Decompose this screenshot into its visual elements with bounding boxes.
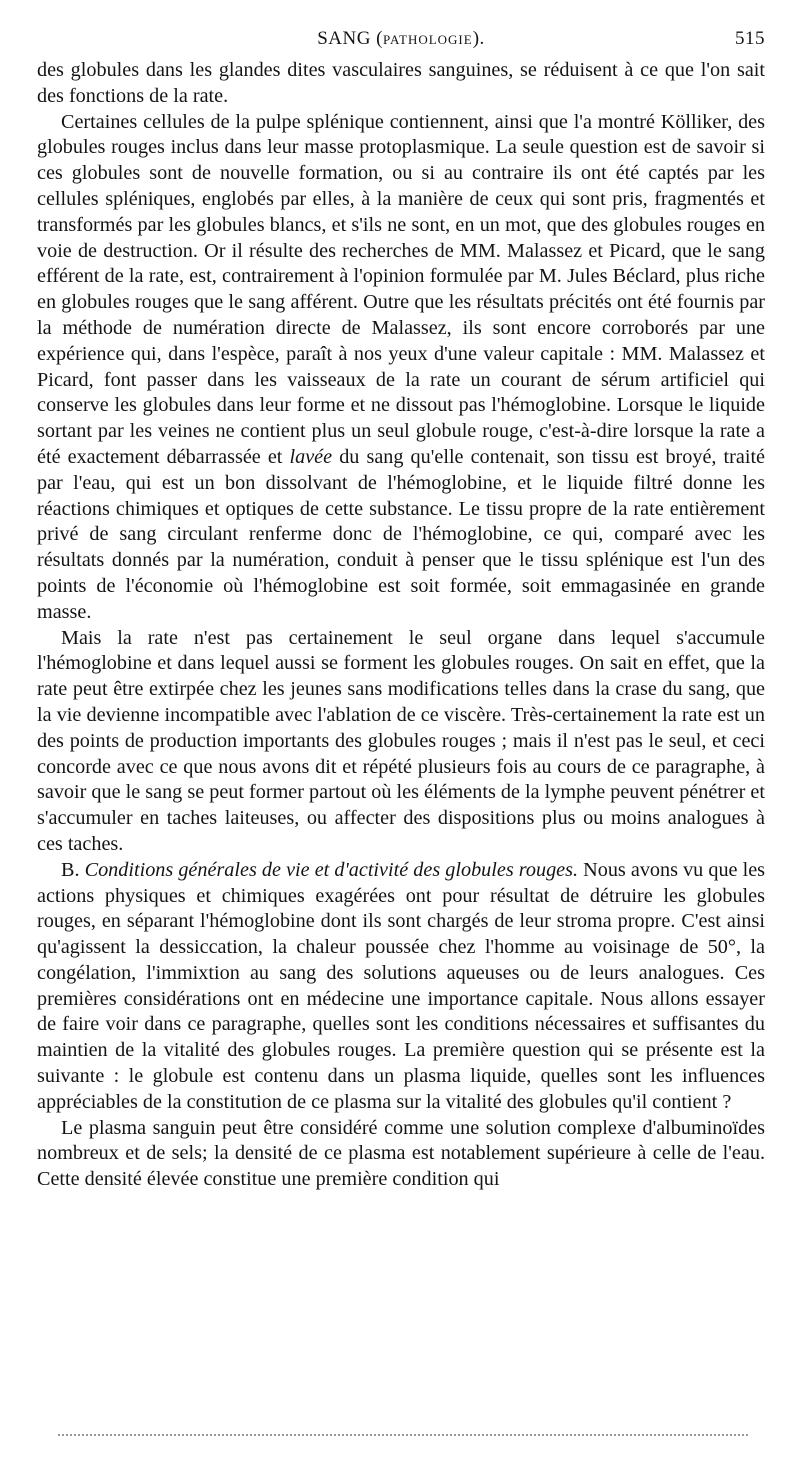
running-title — [37, 28, 765, 50]
paragraph-text: Le plasma sanguin peut être considéré comme une solution complexe d'albuminoïdes nombreux et de sels; la densité de ce plasma est notablement supérieure à celle de l'eau. Cette densité élevée constitue une première condition qui — [37, 1116, 765, 1191]
paragraph-text: Mais la rate n'est pas certainement le seul organe dans lequel s'accumule l'hémoglobine et dans lequel aussi se forment les globules rouges. On sait en effet, que la rate peut être extirpée chez les jeunes sans modifications telles dans la crase du sang, que la vie devienne incompatible avec l'ablation de ce viscère. Très-certainement la rate est un des points de production importants des globules rouges ; mais il n'est pas le seul, et ceci concorde avec ce que nous avons dit et répété plusieurs fois au cours de ce paragraphe, à savoir que le sang se peut former partout où les éléments de la lymphe peuvent pénétrer et s'accumuler en taches laiteuses, ou affecter des dispositions plus ou moins analogues à ces taches. — [37, 626, 765, 855]
running-head — [37, 28, 765, 58]
paragraph-text: des globules dans les glandes dites vasculaires sanguines, se réduisent à ce que l'on sait des fonctions de la rate. — [37, 59, 765, 107]
paragraph-text: du sang qu'elle contenait, son tissu est broyé, traité par l'eau, qui est un bon dissolvant de l'hémoglobine, et le liquide filtré donne les réactions chimiques et optiques de cette substance. Le tissu propre de la rate entièrement privé de sang circulant renferme donc de l'hémoglobine, ce qui, comparé avec les résultats donnés par la numération, conduit à penser que le tissu splénique est l'un des points de l'économie où l'hémoglobine est soit formée, soit emmagasinée en grande masse. — [37, 445, 766, 623]
section-heading: Conditions générales de vie et d'activité des globules rouges. — [84, 858, 579, 881]
section-label: B. — [61, 858, 80, 881]
paragraph-text: Nous avons vu que les actions physiques et chimiques exagérées ont pour résultat de détruire les globules rouges, en séparant l'hémoglobine dont ils sont chargés de leur stroma propre. C'est ainsi qu'agissent la dessiccation, la chaleur poussée chez l'homme au voisinage de 50°, la congélation, l'immixtion au sang des solutions aqueuses ou de leurs analogues. Ces premières considérations ont en médecine une importance capitale. Nous allons essayer de faire voir dans ce paragraphe, quelles sont les conditions nécessaires et suffisantes du maintien de la vitalité des globules rouges. La première question qui se présente est la suivante : le globule est contenu dans un plasma liquide, quelles sont les influences appréciables de la constitution de ce plasma sur la vitalité des globules qu'il contient ? — [37, 858, 766, 1113]
document-page — [37, 28, 765, 1193]
running-title-main: SANG ( — [317, 28, 384, 49]
page-number: 515 — [735, 28, 765, 49]
running-title-end: ). — [472, 28, 485, 49]
running-title-subject: PATHOLOGIE — [383, 32, 473, 47]
paragraph-plasma — [37, 1116, 765, 1193]
paragraph-spleen-cells — [37, 110, 765, 626]
paragraph-text: Certaines cellules de la pulpe splénique contiennent, ainsi que l'a montré Kölliker, des globules rouges inclus dans leur masse protoplasmique. La seule question est de savoir si ces globules sont de nouvelle formation, ou si au contraire ils ont été captés par les cellules spléniques, englobés par elles, à la manière de ceux qui sont pris, fragmentés et transformés par les globules blancs, et s'ils ne sont, en un mot, que des globules rouges en voie de destruction. Or il résulte des recherches de MM. Malassez et Picard, que le sang efférent de la rate, est, contrairement à l'opinion formulée par M. Jules Béclard, plus riche en globules rouges que le sang afférent. Outre que les résultats précités ont été fournis par la méthode de numération directe de Malassez, ils sont encore corroborés par une expérience qui, dans l'espèce, paraît à nos yeux d'une valeur capitale : MM. Malassez et Picard, font passer dans les vaisseaux de la rate un courant de sérum artificiel qui conserve les globules dans leur forme et ne dissout pas l'hémoglobine. Lorsque le liquide sortant par les veines ne contient plus un seul globule rouge, c'est-à-dire lorsque la rate a été exactement débarrassée et — [37, 110, 765, 468]
paragraph-spleen-not-only-organ — [37, 626, 765, 858]
body-text — [37, 58, 765, 1193]
italic-term: lavée — [289, 445, 333, 468]
paragraph-continuation — [37, 58, 765, 110]
footer-dotted-rule — [58, 1434, 748, 1436]
paragraph-section-b — [37, 858, 765, 1116]
